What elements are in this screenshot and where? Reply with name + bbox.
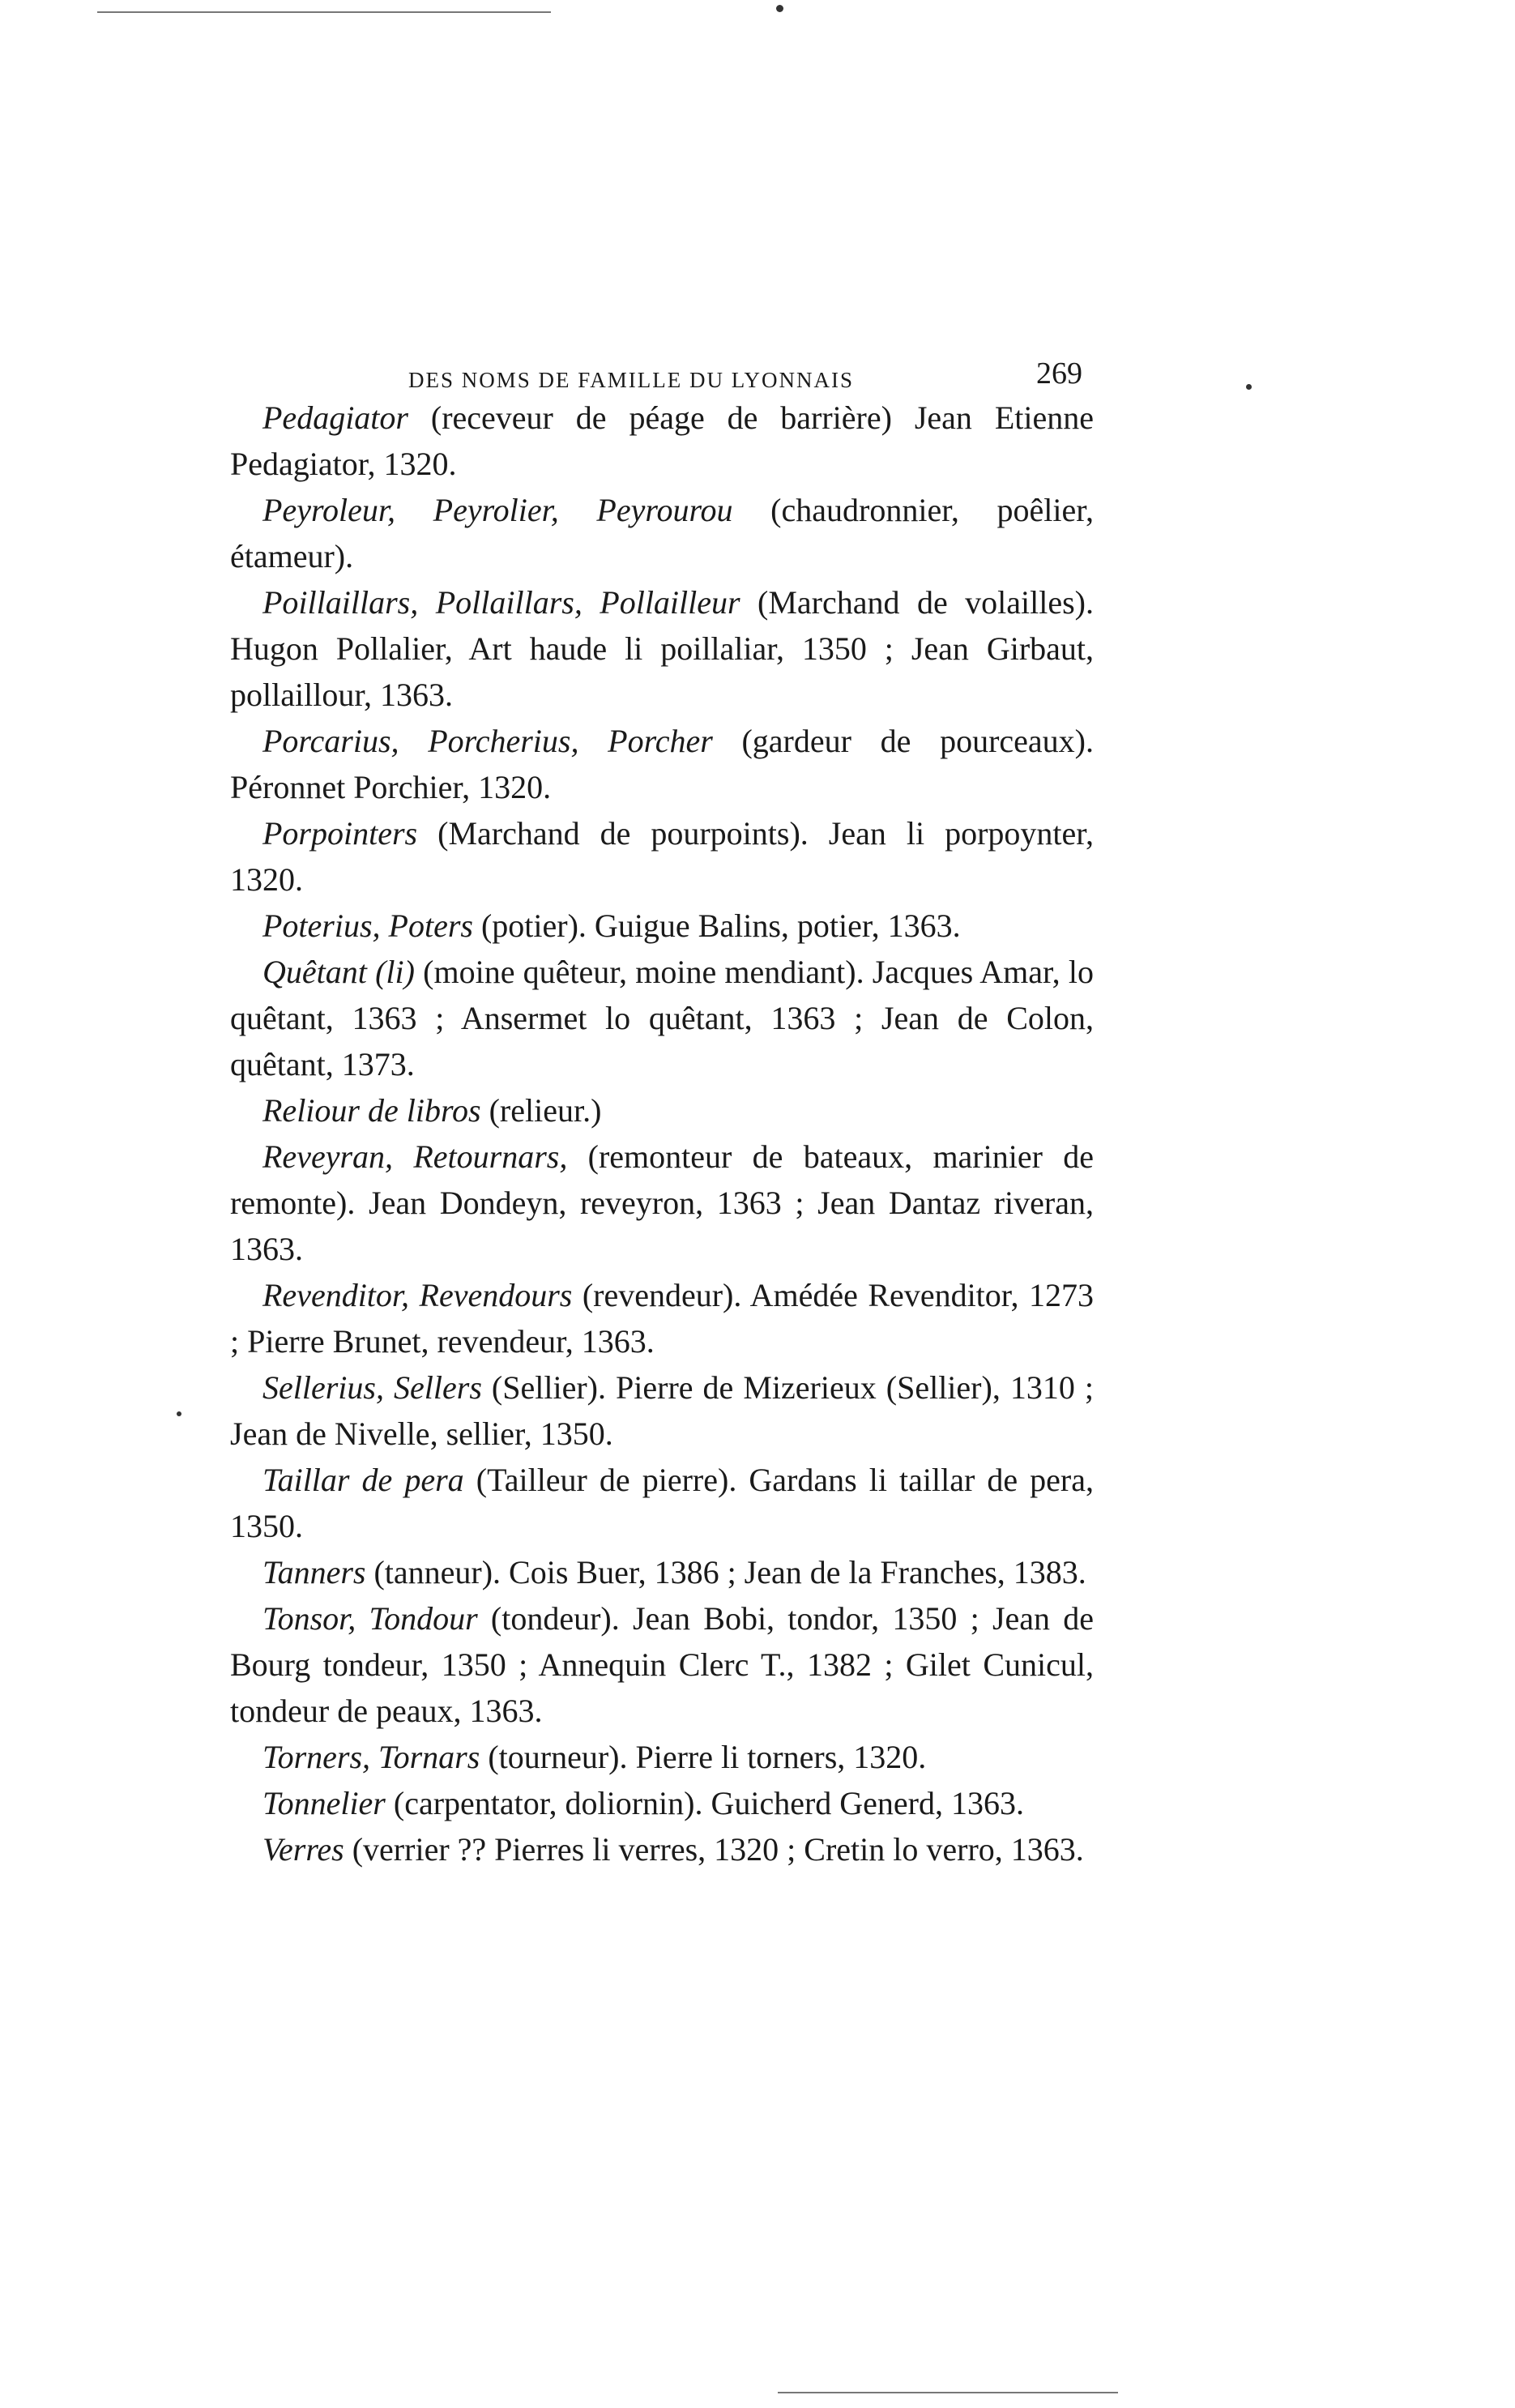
entry (230, 903, 1094, 949)
scan-speck (776, 5, 783, 12)
entry-text: (potier). Guigue Balins, potier, 1363. (472, 907, 961, 944)
entry-term: Reliour de libros (262, 1092, 481, 1129)
entry-term: Revenditor, Revendours (262, 1277, 573, 1313)
entry-term: Verres (262, 1831, 344, 1868)
entry-term: Reveyran, Retournars, (262, 1138, 568, 1175)
entry-term: Peyroleur, Peyrolier, Peyrourou (262, 492, 733, 528)
scan-mark-top (97, 11, 551, 13)
entry (230, 579, 1094, 718)
entry-text: (relieur.) (480, 1092, 602, 1129)
entry (230, 810, 1094, 903)
entry-text: (Sellier). Pierre de Mizerieux (Sellier), 1310 ; Jean de Nivelle, sellier, 1350. (230, 1369, 1094, 1452)
entry-text: (tourneur). Pierre li torners, 1320. (480, 1739, 927, 1775)
entry (230, 1549, 1094, 1595)
entry (230, 1780, 1094, 1826)
entry-term: Poillaillars, Pollaillars, Pollailleur (262, 584, 740, 621)
entry-term: Tonsor, Tondour (262, 1600, 478, 1637)
entry-term: Sellerius, Sellers (262, 1369, 482, 1406)
scan-mark-bottom (778, 2392, 1118, 2393)
entry (230, 1734, 1094, 1780)
entry (230, 718, 1094, 810)
entry-text: (Marchand de volailles). Hugon Pollalier, Art haude li poillaliar, 1350 ; Jean Girbaut, pollaillour, 1363. (230, 584, 1094, 713)
entry-term: Tanners (262, 1554, 366, 1590)
entry (230, 395, 1094, 487)
page-number: 269 (1036, 357, 1082, 391)
entry-text: (Tailleur de pierre). Gardans li taillar de pera, 1350. (230, 1462, 1094, 1544)
running-head: DES NOMS DE FAMILLE DU LYONNAIS (408, 368, 855, 392)
entry-text: (chaudronnier, poêlier, étameur). (230, 492, 1095, 574)
entry (230, 949, 1094, 1087)
entry (230, 1272, 1094, 1364)
entry-text: (receveur de péage de barrière) Jean Etienne Pedagiator, 1320. (230, 399, 1094, 482)
entry-term: Quêtant (li) (262, 954, 415, 990)
entry (230, 1364, 1094, 1457)
entry-text: (remonteur de bateaux, marinier de remonte). Jean Dondeyn, reveyron, 1363 ; Jean Dantaz riveran, 1363. (230, 1138, 1094, 1267)
entry-text: (gardeur de pourceaux). Péronnet Porchier, 1320. (230, 723, 1095, 805)
page-body (230, 395, 1094, 1872)
scan-speck (177, 1411, 181, 1416)
entry-text: (moine quêteur, moine mendiant). Jacques Amar, lo quêtant, 1363 ; Ansermet lo quêtant, 1363 ; Jean de Colon, quêtant, 1373. (230, 954, 1095, 1082)
entry (230, 1457, 1094, 1549)
entry (230, 1595, 1094, 1734)
entry-term: Taillar de pera (262, 1462, 464, 1498)
entry-term: Pedagiator (262, 399, 408, 436)
entry-term: Porcarius, Porcherius, Porcher (262, 723, 713, 759)
scan-speck (1246, 384, 1252, 390)
entry-text: (tanneur). Cois Buer, 1386 ; Jean de la Franches, 1383. (365, 1554, 1086, 1590)
entry (230, 1826, 1094, 1872)
entry-text: (tondeur). Jean Bobi, tondor, 1350 ; Jean de Bourg tondeur, 1350 ; Annequin Clerc T., 1382 ; Gilet Cunicul, tondeur de peaux, 1363. (230, 1600, 1094, 1729)
entry (230, 1134, 1094, 1272)
entry-text: (carpentator, doliornin). Guicherd Generd, 1363. (385, 1785, 1024, 1821)
page-header (408, 352, 1082, 393)
entry-text: (verrier ?? Pierres li verres, 1320 ; Cretin lo verro, 1363. (344, 1831, 1084, 1868)
entry-text: (revendeur). Amédée Revenditor, 1273 ; Pierre Brunet, revendeur, 1363. (230, 1277, 1094, 1360)
entry (230, 1087, 1094, 1134)
entry-term: Poterius, Poters (262, 907, 473, 944)
entry-term: Torners, Tornars (262, 1739, 480, 1775)
entry-term: Porpointers (262, 815, 418, 852)
entry (230, 487, 1094, 579)
entry-text: (Marchand de pourpoints). Jean li porpoynter, 1320. (230, 815, 1094, 898)
entry-term: Tonnelier (262, 1785, 386, 1821)
